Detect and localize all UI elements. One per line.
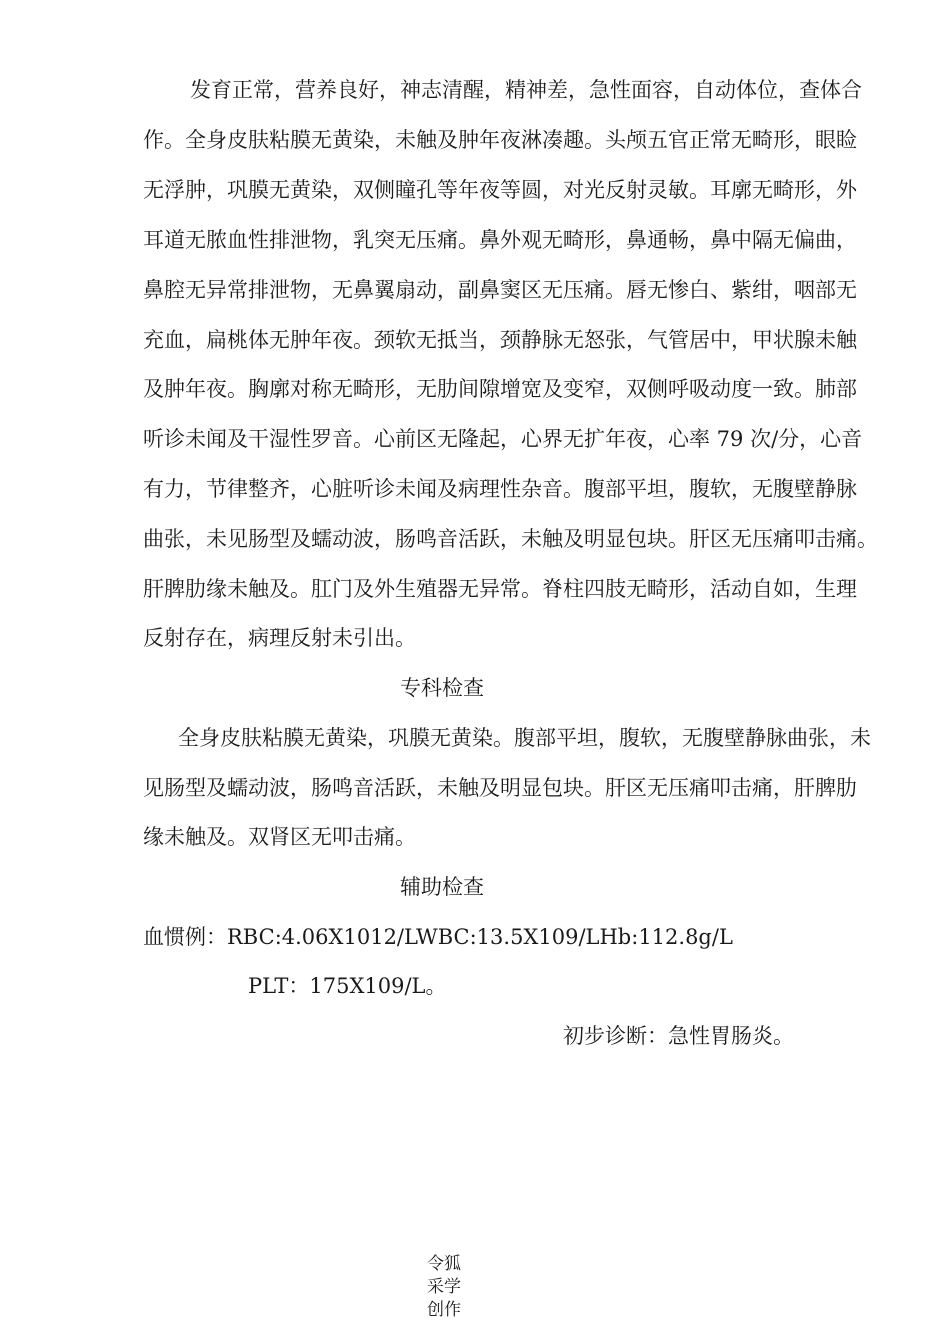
plt-result: PLT：175X109/L。: [248, 974, 447, 998]
footer-line: 创作: [427, 1300, 461, 1320]
exam-line: 肝脾肋缘未触及。肛门及外生殖器无异常。脊柱四肢无畸形，活动自如，生理: [143, 577, 857, 601]
exam-line: 作。全身皮肤粘膜无黄染，未触及肿年夜淋凑趣。头颅五官正常无畸形，眼睑: [143, 128, 857, 152]
exam-line: 反射存在，病理反射未引出。: [143, 626, 416, 650]
specialty-line: 全身皮肤粘膜无黄染，巩膜无黄染。腹部平坦，腹软，无腹壁静脉曲张，未: [178, 726, 871, 750]
exam-line: 鼻腔无异常排泄物，无鼻翼扇动，副鼻窦区无压痛。唇无惨白、紫绀，咽部无: [143, 278, 857, 302]
exam-line: 充血，扁桃体无肿年夜。颈软无抵当，颈静脉无怒张，气管居中，甲状腺未触: [143, 328, 857, 352]
specialty-line: 缘未触及。双肾区无叩击痛。: [143, 825, 416, 849]
author-footer: [422, 1253, 466, 1322]
footer-line: 采学: [427, 1277, 461, 1297]
exam-line: 及肿年夜。胸廓对称无畸形，无肋间隙增宽及变窄，双侧呼吸动度一致。肺部: [143, 377, 857, 401]
exam-line: 听诊未闻及干湿性罗音。心前区无隆起，心界无扩年夜，心率 79 次/分，心音: [143, 427, 863, 451]
footer-line: 令狐: [427, 1254, 461, 1274]
specialty-heading: 专科检查: [400, 676, 484, 700]
exam-line: 耳道无脓血性排泄物，乳突无压痛。鼻外观无畸形，鼻通畅，鼻中隔无偏曲，: [143, 228, 857, 252]
specialty-line: 见肠型及蠕动波，肠鸣音活跃，未触及明显包块。肝区无压痛叩击痛，肝脾肋: [143, 776, 857, 800]
auxiliary-heading: 辅助检查: [400, 875, 484, 899]
exam-line: 发育正常，营养良好，神志清醒，精神差，急性面容，自动体位，查体合: [190, 78, 862, 102]
exam-line: 曲张，未见肠型及蠕动波，肠鸣音活跃，未触及明显包块。肝区无压痛叩击痛。: [143, 527, 878, 551]
blood-routine-result: 血惯例：RBC:4.06X1012/LWBC:13.5X109/LHb:112.8g/L: [143, 925, 733, 949]
exam-line: 无浮肿，巩膜无黄染，双侧瞳孔等年夜等圆，对光反射灵敏。耳廓无畸形，外: [143, 178, 857, 202]
preliminary-diagnosis: 初步诊断：急性胃肠炎。: [563, 1024, 794, 1048]
exam-line: 有力，节律整齐，心脏听诊未闻及病理性杂音。腹部平坦，腹软，无腹壁静脉: [143, 477, 857, 501]
